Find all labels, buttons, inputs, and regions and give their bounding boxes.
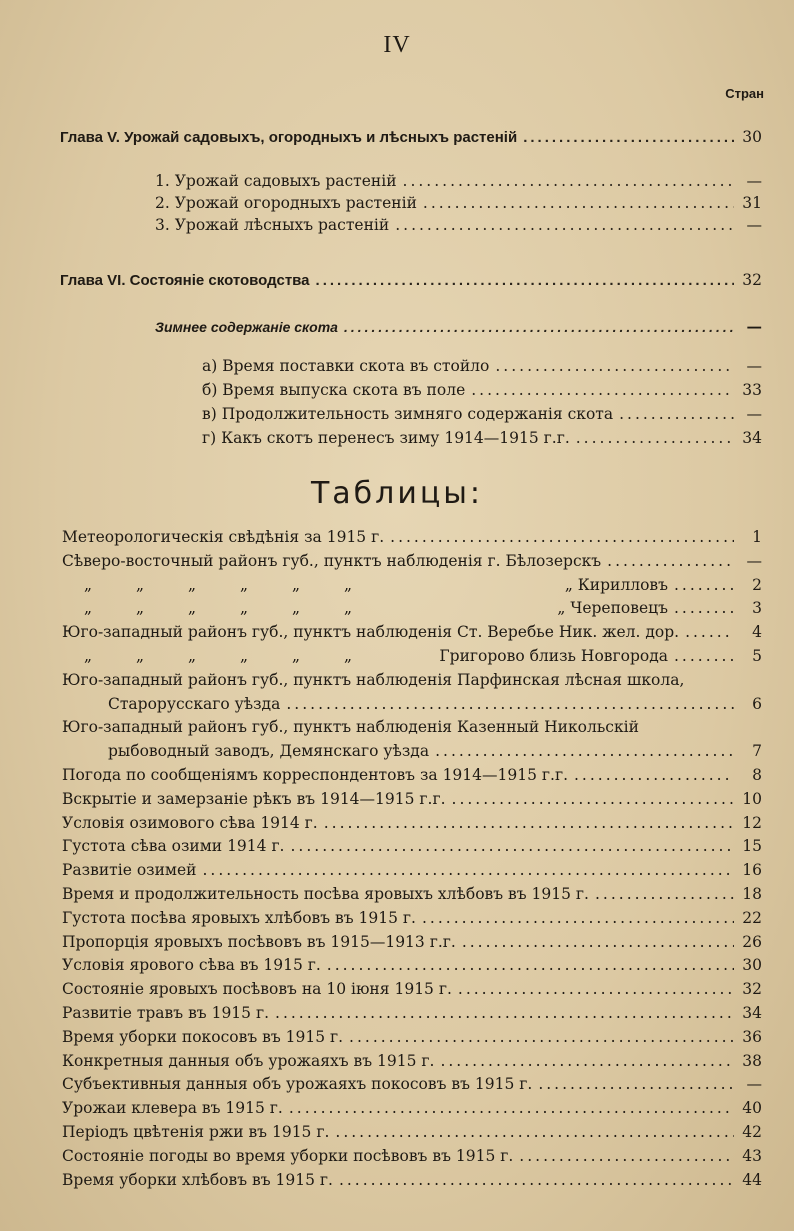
toc-entry-title: Зимнее содержаніе скота [155,319,338,335]
table-entry-title: Время и продолжительность посѣва яровыхъ хлѣбовъ въ 1915 г. [62,885,589,903]
table-entry-title: Густота посѣва яровыхъ хлѣбовъ въ 1915 г. [62,908,416,927]
table-entry-page: 12 [742,813,762,832]
leader-dots [452,789,734,809]
table-list-item [62,622,762,642]
table-list-item [62,1003,762,1023]
table-list-item [62,598,762,618]
table-entry-title: рыбоводный заводъ, Демянскаго уѣзда [108,742,430,761]
leader-dots [275,1003,734,1023]
table-entry-title: Юго-западный районъ губ., пунктъ наблюденія Парфинская лѣсная школа, [62,670,685,689]
table-entry-title: Субъективныя данныя объ урожаяхъ покосовъ въ 1915 г. [62,1075,533,1094]
table-entry-page: 16 [742,861,762,880]
table-list-item [62,551,762,571]
table-list-item [62,836,762,856]
leader-dots [390,527,734,547]
table-list-item [62,1098,762,1118]
leader-dots [203,860,735,880]
table-list-item [62,1027,762,1047]
toc-entry-title: в) Продолжительность зимняго содержанія скота [202,405,614,423]
leader-dots [595,884,734,904]
toc-chapter-5 [60,127,762,148]
table-entry-title: Урожаи клевера въ 1915 г. [62,1099,283,1118]
toc-entry-page: — [746,357,762,375]
table-entry-title: Густота сѣва озими 1914 г. [62,837,285,856]
table-list-item [62,789,762,809]
table-entry-title: Состояніе яровыхъ посѣвовъ на 10 іюня 1915 г. [62,980,452,999]
table-list-item [62,908,762,928]
leader-dots [403,171,734,191]
table-entry-title: Юго-западный районъ губ., пунктъ наблюденія Ст. Веребье Ник. жел. дор. [62,623,680,642]
toc-item [202,356,762,376]
table-entry-title: Пропорція яровыхъ посѣвовъ въ 1915—1913 г.г. [62,932,456,951]
table-entry-title: Григорово близь Новгорода [439,647,668,665]
table-entry-page: 3 [752,599,762,618]
toc-entry-page: 33 [742,381,762,399]
table-entry-title: Развитіе озимей [62,861,197,880]
leader-dots [435,741,734,761]
table-entry-title: Время уборки хлѣбовъ въ 1915 г. [62,1170,333,1189]
table-entry-title: Условія ярового сѣва въ 1915 г. [62,956,321,975]
leader-dots [423,193,734,213]
table-entry-title: Развитіе травъ въ 1915 г. [62,1004,270,1022]
leader-dots [495,356,734,376]
toc-entry-title: г) Какъ скотъ перенесъ зиму 1914—1915 г.г. [202,429,570,447]
table-entry-title: Юго-западный районъ губ., пунктъ наблюденія Казенный Никольскій [62,718,639,737]
leader-dots [458,979,734,999]
table-list-item [62,717,762,737]
table-list-item [62,1051,762,1071]
table-entry-page: 43 [742,1146,762,1165]
table-list-item-continuation [108,694,762,714]
table-entry-title: „ Кирилловъ [564,575,668,594]
toc-entry-title: 1. Урожай садовыхъ растеній [155,172,397,190]
leader-dots [523,128,734,148]
leader-dots [674,598,734,618]
tables-heading: Таблицы: [310,476,484,511]
table-entry-page: 4 [752,623,762,642]
toc-entry-title: а) Время поставки скота въ стойло [202,357,490,375]
leader-dots [685,622,734,642]
table-entry-page: 40 [742,1099,762,1118]
table-list-item [62,1122,762,1142]
toc-item [155,171,762,191]
table-list-item [62,932,762,952]
table-list-item [62,646,762,666]
leader-dots [286,694,734,714]
table-entry-title: Конкретныя данныя объ урожаяхъ въ 1915 г. [62,1051,435,1070]
table-entry-page: — [746,551,762,570]
table-entry-page: 22 [742,908,762,927]
leader-dots [324,813,734,833]
leader-dots [607,551,734,571]
table-entry-title: Время уборки покосовъ въ 1915 г. [62,1027,344,1046]
leader-dots [395,215,734,235]
ditto-marks: „ „ „ „ „ „ [83,575,353,594]
table-entry-title: Состояніе погоды во время уборки посѣвовъ въ 1915 г. [62,1146,514,1165]
leader-dots [422,908,734,928]
leader-dots [619,404,734,424]
table-list-item [62,860,762,880]
column-header-pages: Стран [725,86,764,101]
leader-dots [316,271,734,291]
table-entry-title: Условія озимового сѣва 1914 г. [62,813,318,832]
toc-entry-page: 31 [742,194,762,212]
table-entry-page: 6 [752,694,762,713]
page-number: IV [383,32,411,58]
table-entry-page: 1 [752,528,762,546]
table-entry-title: Старорусскаго уѣзда [108,694,281,713]
table-entry-page: 15 [742,837,762,856]
table-entry-page: 18 [742,885,762,903]
leader-dots [471,380,734,400]
table-list-item [62,575,762,595]
table-entry-title: Сѣверо-восточный районъ губ., пунктъ наблюденія г. Бѣлозерскъ [62,551,602,570]
ditto-marks: „ „ „ „ „ „ [83,647,353,665]
table-list-item [62,1146,762,1166]
table-list-item [62,765,762,785]
leader-dots [339,1170,734,1190]
toc-entry-page: — [746,317,762,336]
toc-entry-title: Глава V. Урожай садовыхъ, огородныхъ и лѣсныхъ растеній [60,129,518,146]
table-entry-page: 8 [752,766,762,784]
table-entry-page: 36 [742,1027,762,1046]
table-entry-page: 32 [742,980,762,999]
leader-dots [576,428,734,448]
table-list-item [62,813,762,833]
table-list-item [62,955,762,975]
toc-entry-page: — [746,405,762,423]
toc-entry-page: 34 [742,429,762,447]
leader-dots [440,1051,734,1071]
table-entry-page: 34 [742,1004,762,1022]
table-list-item [62,1170,762,1190]
table-entry-title: Погода по сообщеніямъ корреспондентовъ за 1914—1915 г.г. [62,766,568,784]
leader-dots [462,932,734,952]
toc-item [202,380,762,400]
table-entry-page: 38 [742,1051,762,1070]
table-list-item [62,670,762,690]
table-entry-page: 44 [742,1170,762,1189]
table-entry-title: Періодъ цвѣтенія ржи въ 1915 г. [62,1123,330,1141]
leader-dots [335,1122,734,1142]
table-entry-title: Метеорологическія свѣдѣнія за 1915 г. [62,528,385,546]
leader-dots [538,1074,734,1094]
table-entry-page: 10 [742,789,762,808]
table-entry-page: 42 [742,1123,762,1141]
toc-item [155,193,762,213]
toc-chapter-6 [60,270,762,291]
ditto-marks: „ „ „ „ „ „ [83,599,353,618]
leader-dots [674,575,734,595]
leader-dots [344,317,734,337]
table-entry-page: 5 [752,647,762,665]
toc-entry-page: 32 [742,271,762,289]
table-list-item [62,979,762,999]
leader-dots [289,1098,734,1118]
toc-item [202,428,762,448]
leader-dots [291,836,735,856]
table-list-item [62,1074,762,1094]
toc-item [202,404,762,424]
table-entry-page: — [746,1075,762,1094]
leader-dots [674,646,734,666]
table-list-item [62,884,762,904]
leader-dots [519,1146,734,1166]
toc-entry-title: 3. Урожай лѣсныхъ растеній [155,216,390,234]
table-list-item [62,527,762,547]
table-list-item-continuation [108,741,762,761]
toc-subsection-winter [155,317,762,337]
leader-dots [349,1027,734,1047]
toc-entry-page: — [746,216,762,234]
table-entry-page: 2 [752,575,762,594]
toc-entry-title: 2. Урожай огородныхъ растеній [155,194,417,212]
leader-dots [574,765,734,785]
toc-entry-page: — [746,172,762,190]
toc-entry-title: б) Время выпуска скота въ поле [202,381,466,399]
table-entry-page: 30 [742,956,762,975]
toc-entry-title: Глава VI. Состояніе скотоводства [60,272,310,289]
table-entry-page: 7 [752,742,762,761]
table-entry-page: 26 [742,932,762,951]
table-entry-title: Вскрытіе и замерзаніе рѣкъ въ 1914—1915 г.г. [62,789,446,808]
toc-entry-page: 30 [742,128,762,146]
table-entry-title: „ Череповецъ [557,599,668,618]
leader-dots [327,955,734,975]
toc-item [155,215,762,235]
